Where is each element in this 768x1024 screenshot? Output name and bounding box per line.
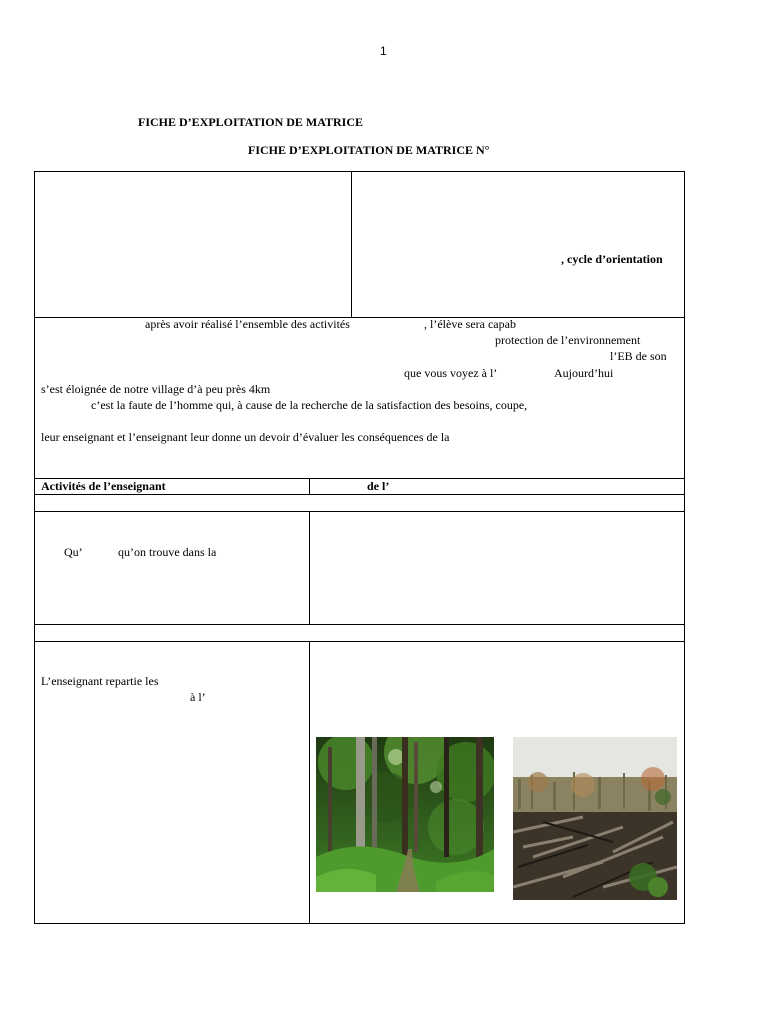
page-number: 1 xyxy=(380,44,387,58)
row1-text: Qu’ xyxy=(64,545,83,559)
teacher-activities-header: Activités de l’enseignant xyxy=(41,479,166,493)
situation-line: leur enseignant et l’enseignant leur donne un devoir d’évaluer les conséquences de la xyxy=(41,430,450,444)
situation-line: s’est éloignée de notre village d’à peu près 4km xyxy=(41,382,271,396)
student-activities-header: de l’ xyxy=(367,479,390,493)
deforestation-photo xyxy=(513,737,677,900)
situation-line: Aujourd’hui xyxy=(554,366,614,380)
row1-text: qu’on trouve dans la xyxy=(118,545,217,559)
situation-line: protection de l’environnement xyxy=(495,333,641,347)
document-title: FICHE D’EXPLOITATION DE MATRICE xyxy=(138,115,364,129)
situation-line: c’est la faute de l’homme qui, à cause de la recherche de la satisfaction des besoins, coupe, xyxy=(91,398,528,412)
document-subtitle: FICHE D’EXPLOITATION DE MATRICE N° xyxy=(248,143,490,157)
situation-line: , l’élève sera capab xyxy=(424,317,516,331)
situation-line: que vous voyez à l’ xyxy=(404,366,498,380)
cycle-label: , cycle d’orientation xyxy=(561,252,663,266)
row2-text: L’enseignant repartie les xyxy=(41,674,159,688)
situation-line: l’EB de son xyxy=(610,349,667,363)
situation-line: après avoir réalisé l’ensemble des activités xyxy=(145,317,350,331)
forest-photo xyxy=(316,737,494,892)
row2-text: à l’ xyxy=(190,690,206,704)
